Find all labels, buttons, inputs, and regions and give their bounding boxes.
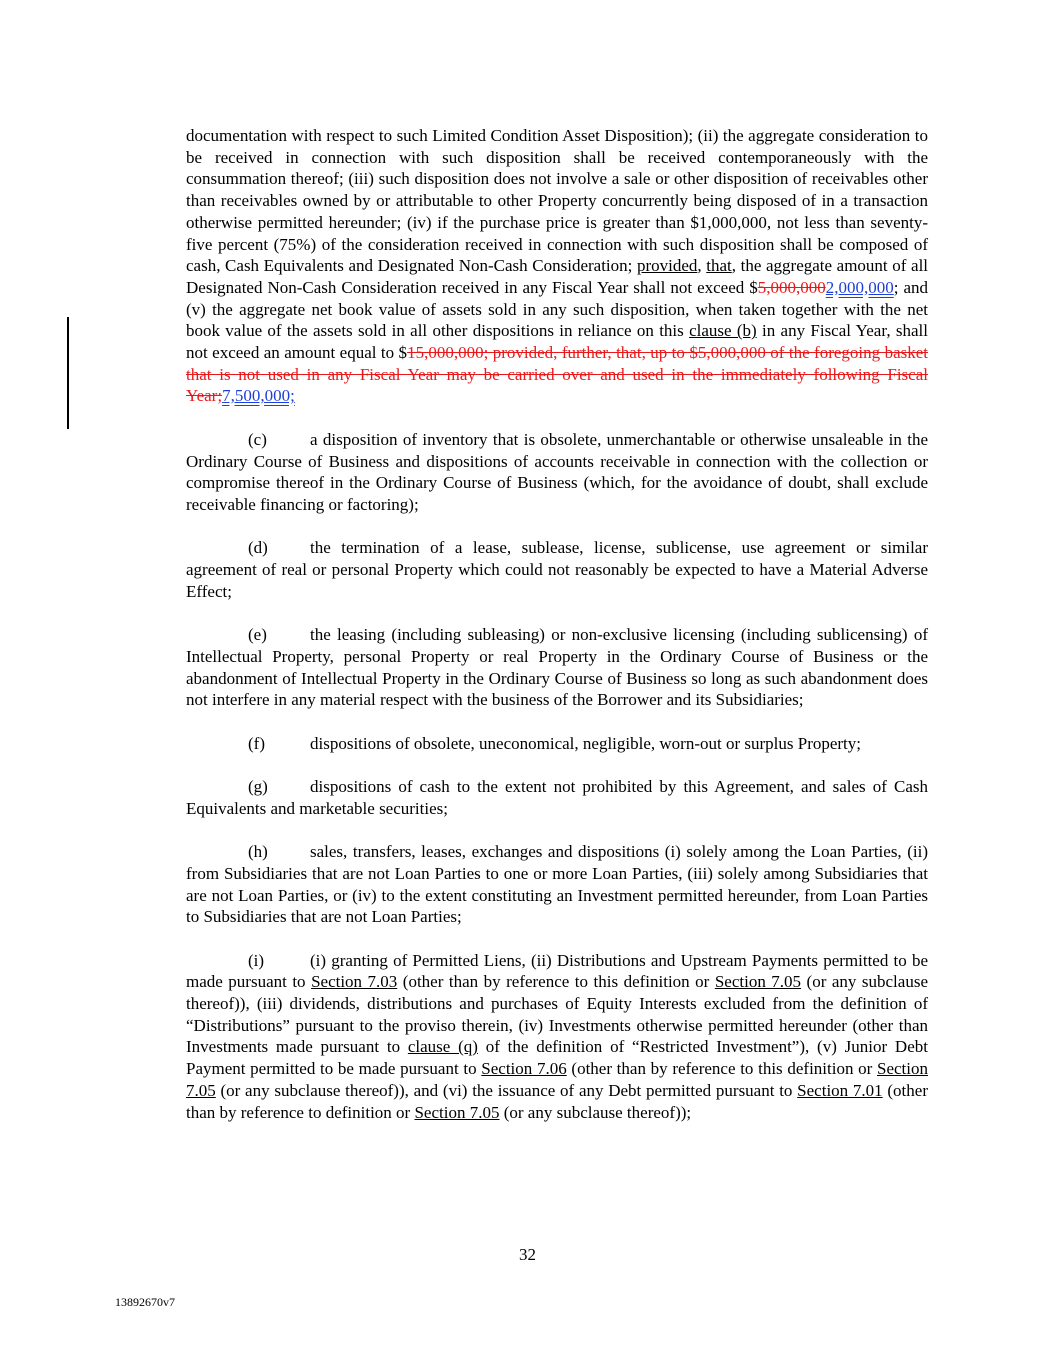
change-bar (67, 337, 69, 429)
document-id: 13892670v7 (115, 1295, 175, 1309)
clause-label: (d) (248, 538, 268, 558)
paragraph-g: (g) dispositions of cash to the extent not prohibited by this Agreement, and sales of Cash Equivalents and marketable securities; (186, 777, 928, 818)
deleted-text: 5,000,000 (757, 277, 826, 297)
page-number: 32 (519, 1245, 536, 1264)
paragraph-c: (c) a disposition of inventory that is obsolete, unmerchantable or otherwise unsaleable in the Ordinary Course of Business and dispositions of accounts receivable in connection with the collection or compromise thereof in the Ordinary Course of Business (which, for the avoidance of doubt, shall exclude receivable financing or factoring); (186, 429, 928, 514)
cross-reference: clause (q) (407, 1037, 478, 1057)
cross-reference: clause (b) (689, 321, 757, 341)
cross-reference: Section 7.05 (414, 1102, 500, 1122)
document-page (186, 125, 928, 1145)
inserted-text: 7,500,000; (222, 386, 295, 406)
cross-reference: Section 7.05 (186, 1059, 928, 1100)
inserted-text: 2,000,000 (825, 277, 894, 297)
cross-reference: Section 7.03 (311, 972, 398, 992)
paragraph-b-continuation: documentation with respect to such Limited Condition Asset Disposition); (ii) the aggregate consideration to be received in connection with such disposition shall be received contemporaneously with the consummation thereof; (iii) such disposition does not involve a sale or other disposition of receivables other than receivables owned by or attributable to other Property concurrently being disposed of in a transaction otherwise permitted hereunder; (iv) if the purchase price is greater than $1,000,000, not less than seventy-five percent (75%) of the consideration received in connection with such disposition shall be composed of cash, Cash Equivalents and Designated Non-Cash Consideration; provided, that, the aggregate amount of all Designated Non-Cash Consideration received in any Fiscal Year shall not exceed $5,000,0002,000,000; and (v) the aggregate net book value of assets sold in any such disposition, when taken together with the net book value of the assets sold in all other dispositions in reliance on this clause (b) in any Fiscal Year, shall not exceed an amount equal to $15,000,000; provided, further, that, up to $5,000,000 of the foregoing basket that is not used in any Fiscal Year may be carried over and used in the immediately following Fiscal Year;7,500,000; (186, 126, 929, 406)
paragraph-f: (f) dispositions of obsolete, uneconomical, negligible, worn-out or surplus Property; (248, 733, 862, 753)
clause-label: (h) (248, 842, 268, 862)
clause-label: (g) (248, 777, 268, 797)
cross-reference: Section 7.06 (481, 1059, 567, 1079)
cross-reference: Section 7.05 (714, 972, 802, 992)
paragraph-d: (d) the termination of a lease, sublease, license, sublicense, use agreement or similar agreement of real or personal Property which could not reasonably be expected to have a Material Adverse Effect; (186, 538, 928, 601)
clause-label: (i) (248, 950, 265, 970)
defined-term-that: that (706, 256, 732, 276)
defined-term-provided: provided (636, 256, 698, 276)
deleted-text: 15,000,000; provided, further, that, up to $5,000,000 of the foregoing basket that is not used in any Fiscal Year may be carried over and used in the immediately following Fiscal Year; (186, 343, 928, 406)
cross-reference: Section 7.01 (797, 1080, 883, 1100)
paragraph-e: (e) the leasing (including subleasing) or non-exclusive licensing (including sublicensing) of Intellectual Property, personal Property or real Property in the Ordinary Course of Business or the abandonment of Intellectual Property in the Ordinary Course of Business so long as such abandonment does not interfere in any material respect with the business of the Borrower and its Subsidiaries; (186, 625, 928, 710)
paragraph-i: (i) (i) granting of Permitted Liens, (ii) Distributions and Upstream Payments permitted to be made pursuant to Section 7.03 (other than by reference to this definition or Section 7.05 (or any subclause thereof)), (iii) dividends, distributions and purchases of Equity Interests excluded from the definition of “Distributions” pursuant to the proviso therein, (iv) Investments otherwise permitted hereunder (other than Investments made pursuant to clause (q) of the definition of “Restricted Investment”), (v) Junior Debt Payment permitted to be made pursuant to Section 7.06 (other than by reference to this definition or Section 7.05 (or any subclause thereof)), and (vi) the issuance of any Debt permitted pursuant to Section 7.01 (other than by reference to definition or Section 7.05 (or any subclause thereof)); (186, 950, 928, 1122)
clause-label: (c) (248, 429, 267, 449)
clause-label: (e) (248, 625, 267, 645)
clause-label: (f) (248, 733, 265, 753)
paragraph-h: (h) sales, transfers, leases, exchanges and dispositions (i) solely among the Loan Parties, (ii) from Subsidiaries that are not Loan Parties to one or more Loan Parties, (iii) solely among Subsidiaries that are not Loan Parties, or (iv) to the extent constituting an Investment permitted hereunder, from Loan Parties to Subsidiaries that are not Loan Parties; (186, 842, 928, 927)
